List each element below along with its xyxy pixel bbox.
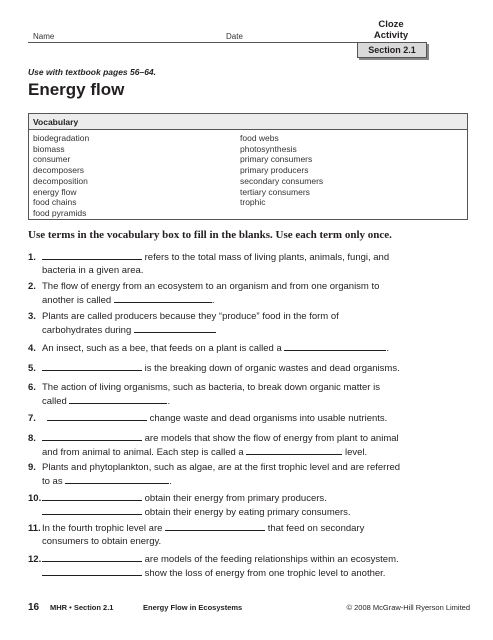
- header-rule: [28, 42, 368, 43]
- vocabulary-header: [29, 114, 467, 130]
- question-text: Plants and phytoplankton, such as algae, are at the first trophic level and are referred: [42, 462, 401, 473]
- question-text: level.: [345, 447, 368, 458]
- answer-blank[interactable]: [69, 394, 167, 404]
- textbook-reference: Use with textbook pages 56–64.: [28, 67, 157, 77]
- question-number: 4.: [28, 343, 36, 354]
- vocab-term: food webs: [240, 133, 279, 143]
- question-12: [28, 552, 468, 580]
- footer-chapter: Energy Flow in Ecosystems: [143, 603, 243, 612]
- question-text: bacteria in a given area.: [42, 265, 144, 276]
- question-text: obtain their energy by eating primary consumers.: [144, 507, 351, 518]
- question-number: 12.: [28, 554, 42, 565]
- vocab-term: consumer: [33, 154, 71, 165]
- answer-blank[interactable]: [42, 361, 142, 371]
- answer-blank[interactable]: [246, 445, 342, 455]
- question-8: [28, 431, 468, 459]
- question-number: 1.: [28, 252, 36, 263]
- answer-blank[interactable]: [47, 411, 147, 421]
- question-text: change waste and dead organisms into usable nutrients.: [149, 413, 388, 424]
- section-badge-label: Section 2.1: [368, 45, 416, 55]
- answer-blank[interactable]: [42, 431, 142, 441]
- answer-blank[interactable]: [42, 250, 142, 260]
- question-number: 5.: [28, 363, 36, 374]
- answer-blank[interactable]: [42, 505, 142, 515]
- question-text: .: [211, 295, 215, 306]
- answer-blank[interactable]: [65, 474, 169, 484]
- answer-blank[interactable]: [114, 293, 212, 303]
- question-number: 7.: [28, 413, 36, 424]
- name-label: Name: [33, 32, 55, 41]
- question-6: [28, 381, 468, 408]
- question-text: to as: [42, 476, 63, 487]
- question-number: 10.: [28, 493, 42, 504]
- question-2: [28, 280, 468, 307]
- cloze-label-line2: Activity: [373, 30, 409, 41]
- question-text: In the fourth trophic level are: [42, 523, 163, 534]
- question-text: are models that show the flow of energy from plant to animal: [144, 433, 399, 444]
- question-text: .: [386, 343, 390, 354]
- vocab-term: food pyramids: [33, 207, 87, 218]
- question-text: The flow of energy from an ecosystem to an organism and from one organism to: [42, 281, 380, 292]
- page-title: Energy flow: [28, 80, 125, 99]
- vocab-term: biomass: [33, 143, 65, 154]
- question-number: 3.: [28, 311, 36, 322]
- answer-blank[interactable]: [42, 566, 142, 576]
- cloze-label-line1: Cloze: [378, 19, 404, 30]
- question-text: are models of the feeding relationships within an ecosystem.: [144, 554, 399, 565]
- vocab-term: decomposition: [33, 175, 88, 186]
- date-label: Date: [226, 32, 243, 41]
- footer-source: MHR • Section 2.1: [50, 603, 114, 612]
- answer-blank[interactable]: [134, 323, 216, 333]
- question-text: The action of living organisms, such as bacteria, to break down organic matter is: [42, 382, 380, 393]
- cloze-activity-label: [357, 19, 425, 41]
- question-1: [28, 250, 468, 277]
- vocab-term: photosynthesis: [240, 143, 297, 154]
- question-text: .: [169, 476, 172, 487]
- vocab-term: decomposers: [33, 165, 85, 176]
- question-3: [28, 310, 468, 337]
- question-text: .: [167, 396, 171, 407]
- question-text: Plants are called producers because they “produce” food in the form of: [42, 311, 339, 322]
- vocabulary-box: [28, 113, 468, 220]
- question-number: 9.: [28, 462, 36, 473]
- question-4: [28, 341, 468, 355]
- question-text: that feed on secondary: [267, 523, 365, 534]
- question-7: [28, 411, 468, 425]
- vocabulary-column-2: [240, 133, 323, 208]
- question-text: obtain their energy from primary producers.: [144, 493, 327, 504]
- question-text: refers to the total mass of living plants, animals, fungi, and: [144, 252, 390, 263]
- vocabulary-column-1: [33, 133, 89, 219]
- question-number: 6.: [28, 382, 36, 393]
- footer-copyright: © 2008 McGraw-Hill Ryerson Limited: [346, 603, 470, 612]
- question-text: consumers to obtain energy.: [42, 536, 162, 547]
- question-number: 8.: [28, 433, 36, 444]
- question-text: An insect, such as a bee, that feeds on a plant is called a: [42, 343, 282, 354]
- vocab-term: energy flow: [33, 186, 77, 197]
- question-text: and from animal to animal. Each step is called a: [42, 447, 244, 458]
- vocab-term: biodegradation: [33, 133, 90, 143]
- vocab-term: secondary consumers: [240, 175, 324, 186]
- vocab-term: primary producers: [240, 165, 309, 176]
- question-number: 2.: [28, 281, 36, 292]
- section-badge: [357, 42, 427, 58]
- vocab-term: primary consumers: [240, 154, 313, 165]
- vocabulary-heading: Vocabulary: [33, 117, 79, 127]
- answer-blank[interactable]: [42, 552, 142, 562]
- question-10: [28, 491, 468, 519]
- instructions: Use terms in the vocabulary box to fill in the blanks. Use each term only once.: [28, 229, 392, 241]
- question-text: is the breaking down of organic wastes and dead organisms.: [144, 363, 400, 374]
- question-text: carbohydrates during: [42, 325, 132, 336]
- question-text: another is called: [42, 295, 112, 306]
- vocab-term: trophic: [240, 197, 266, 208]
- answer-blank[interactable]: [165, 521, 265, 531]
- question-5: [28, 361, 468, 375]
- question-number: 11.: [28, 523, 41, 534]
- answer-blank[interactable]: [42, 491, 142, 501]
- question-text: show the loss of energy from one trophic level to another.: [144, 568, 386, 579]
- page-number: 16: [28, 602, 40, 613]
- vocab-term: food chains: [33, 197, 77, 208]
- question-11: [28, 521, 468, 548]
- question-9: [28, 461, 468, 488]
- question-text: called: [42, 396, 67, 407]
- vocab-term: tertiary consumers: [240, 186, 310, 197]
- answer-blank[interactable]: [284, 341, 386, 351]
